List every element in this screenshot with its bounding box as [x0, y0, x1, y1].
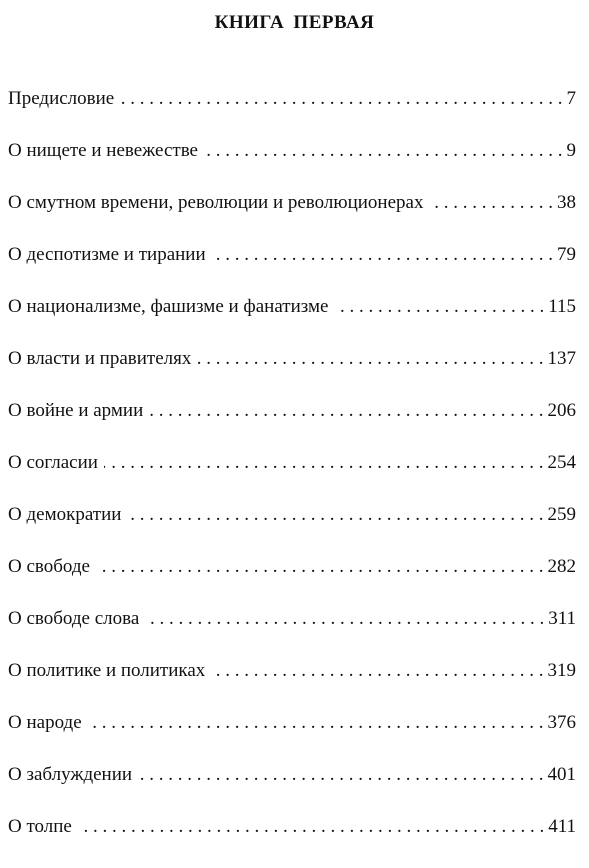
dot-leader	[211, 660, 543, 682]
toc-entry-page: 9	[566, 140, 576, 161]
book-heading: КНИГА ПЕРВАЯ	[214, 12, 375, 33]
dot-leader	[138, 764, 543, 786]
toc-entry-title: О свободе	[8, 556, 90, 577]
dot-leader	[78, 816, 544, 838]
dot-leader	[204, 140, 563, 162]
toc-entry-title: О демократии	[8, 504, 122, 525]
toc-entry-page: 38	[557, 192, 576, 213]
dot-leader	[88, 712, 544, 734]
toc-entry	[8, 192, 576, 244]
toc-entry	[8, 608, 576, 660]
toc-entry	[8, 244, 576, 296]
table-of-contents	[8, 88, 576, 868]
dot-leader	[96, 556, 544, 578]
toc-entry-title: О смутном времени, революции и революционерах	[8, 192, 424, 213]
toc-entry-title: О политике и политиках	[8, 660, 206, 681]
toc-entry	[8, 764, 576, 816]
toc-entry-page: 206	[547, 400, 576, 421]
toc-entry-page: 411	[548, 816, 576, 837]
toc-entry-title: О толпе	[8, 816, 72, 837]
toc-entry-page: 311	[548, 608, 576, 629]
toc-entry	[8, 452, 576, 504]
dot-leader	[429, 192, 553, 214]
dot-leader	[334, 296, 544, 318]
toc-entry	[8, 348, 576, 400]
dot-leader	[104, 452, 544, 474]
toc-entry-title: О войне и армии	[8, 400, 144, 421]
toc-entry-page: 115	[548, 296, 576, 317]
toc-entry-page: 319	[547, 660, 576, 681]
dot-leader	[145, 608, 544, 630]
toc-entry	[8, 712, 576, 764]
toc-entry	[8, 140, 576, 192]
toc-entry	[8, 88, 576, 140]
toc-entry-page: 79	[557, 244, 576, 265]
toc-entry-title: О нищете и невежестве	[8, 140, 198, 161]
toc-entry-title: О народе	[8, 712, 82, 733]
dot-leader	[149, 400, 543, 422]
toc-entry	[8, 296, 576, 348]
toc-entry	[8, 556, 576, 608]
toc-entry-page: 376	[547, 712, 576, 733]
toc-entry-title: О заблуждении	[8, 764, 133, 785]
toc-entry-page: 137	[547, 348, 576, 369]
toc-entry-title: О согласии	[8, 452, 98, 473]
toc-entry	[8, 400, 576, 452]
toc-entry-title: Предисловие	[8, 88, 115, 109]
toc-entry	[8, 504, 576, 556]
toc-entry-page: 254	[547, 452, 576, 473]
toc-entry	[8, 816, 576, 868]
toc-entry-page: 282	[547, 556, 576, 577]
toc-entry-title: О национализме, фашизме и фанатизме	[8, 296, 329, 317]
toc-entry-title: О власти и правителях	[8, 348, 192, 369]
dot-leader	[120, 88, 562, 110]
toc-entry-title: О деспотизме и тирании	[8, 244, 206, 265]
dot-leader	[127, 504, 543, 526]
toc-entry-page: 401	[547, 764, 576, 785]
toc-entry-page: 259	[547, 504, 576, 525]
toc-entry-page: 7	[566, 88, 576, 109]
toc-entry	[8, 660, 576, 712]
toc-entry-title: О свободе слова	[8, 608, 140, 629]
dot-leader	[197, 348, 543, 370]
dot-leader	[212, 244, 553, 266]
